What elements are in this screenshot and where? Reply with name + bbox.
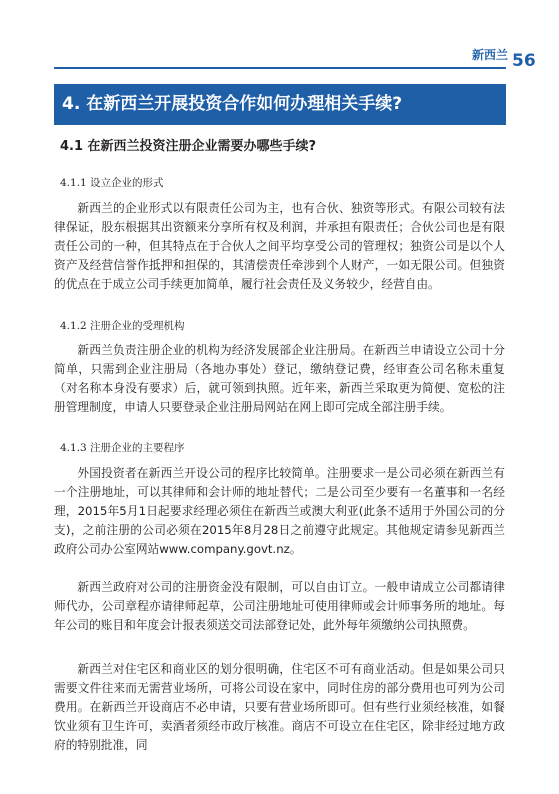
paragraph: 新西兰的企业形式以有限责任公司为主，也有合伙、独资等形式。有限公司较有法律保证，股东根据其出资额来分享所有权及利润，并承担有限责任；合伙公司也是有限责任公司的一种，但其特点在于合伙人之间平均享受公司的管理权；独资公司是以个人资产及经营信誉作抵押和担保的，其清偿责任牵涉到个人财产，一如无限公司。但独资的优点在于成立公司手续更加简单，履行社会责任及义务较少，经营自由。 [54, 201, 505, 291]
section-title: 4.1 在新西兰投资注册企业需要办哪些手续? [60, 139, 317, 154]
subsection-title-3: 4.1.3 注册企业的主要程序 [60, 442, 185, 454]
paragraph: 新西兰政府对公司的注册资金没有限制，可以自由订立。一般申请成立公司都请律师代办，公司章程亦请律师起草，公司注册地址可使用律师或会计师事务所的地址。每年公司的账目和年度会计报表须送交司法部登记处，此外每年须缴纳公司执照费。 [54, 580, 505, 632]
subsection-title-1: 4.1.1 设立企业的形式 [60, 177, 164, 189]
page-number: 56 [512, 51, 536, 71]
chapter-title-banner [54, 84, 506, 125]
paragraph: 外国投资者在新西兰开设公司的程序比较简单。注册要求一是公司必须在新西兰有一个注册地址，可以其律师和会计师的地址替代；二是公司至少要有一名董事和一名经理，2015年5月1日起要求经理必须住在新西兰或澳大利亚(此条不适用于外国公司的分支)，之前注册的公司必须在2015年8月28日之前遵守此规定。其他规定请参见新西兰政府公司办公室网站www.company.govt.nz。 [54, 466, 505, 556]
running-header-country: 新西兰 [471, 48, 508, 62]
paragraph: 新西兰对住宅区和商业区的划分很明确，住宅区不可有商业活动。但是如果公司只需要文件往来而无需营业场所，可将公司设在家中，同时住房的部分费用也可列为公司费用。在新西兰开设商店不必申请，只要有营业场所即可。但有些行业须经核准，如餐饮业须有卫生许可，卖酒者须经市政厅核准。商店不可设立在住宅区，除非经过地方政府的特别批准，同 [54, 662, 505, 752]
header-rule [54, 67, 506, 69]
paragraph: 新西兰负责注册企业的机构为经济发展部企业注册局。在新西兰申请设立公司十分简单，只需到企业注册局（各地办事处）登记，缴纳登记费，经审查公司名称未重复（对名称本身没有要求）后，就可领到执照。近年来，新西兰采取更为简便、宽松的注册管理制度，申请人只要登录企业注册局网站在网上即可完成全部注册手续。 [54, 343, 505, 414]
chapter-title: 4. 在新西兰开展投资合作如何办理相关手续? [62, 94, 403, 114]
subsection-title-2: 4.1.2 注册企业的受理机构 [60, 320, 185, 332]
